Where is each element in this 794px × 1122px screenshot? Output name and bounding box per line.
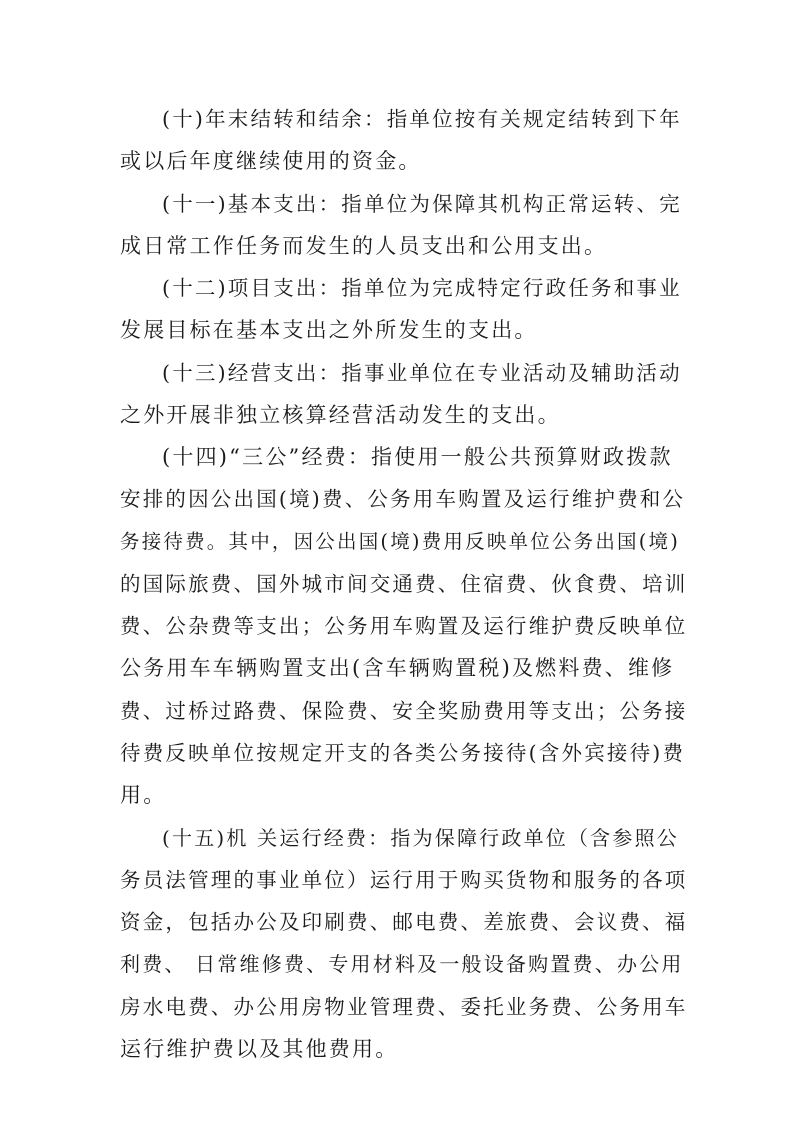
para-15-line-2: 务员法管理的事业单位）运行用于购买货物和服务的各项 xyxy=(120,868,688,892)
para-13-line-1: (十三)经营支出：指事业单位在专业活动及辅助活动 xyxy=(162,361,682,385)
para-14-line-8: 待费反映单位按规定开支的各类公务接待(含外宾接待)费 xyxy=(120,741,686,765)
para-14-line-5: 费、公杂费等支出；公务用车购置及运行维护费反映单位 xyxy=(120,614,688,638)
para-14-line-2: 安排的因公出国(境)费、公务用车购置及运行维护费和公 xyxy=(120,487,686,511)
para-11-line-1: (十一)基本支出：指单位为保障其机构正常运转、完 xyxy=(162,192,682,216)
para-15-line-1: (十五)机 关运行经费：指为保障行政单位（含参照公 xyxy=(162,826,679,850)
para-14-line-1: (十四)“三公”经费：指使用一般公共预算财政拨款 xyxy=(162,445,673,469)
para-10-line-1: (十)年末结转和结余：指单位按有关规定结转到下年 xyxy=(162,107,682,131)
para-14-line-6: 公务用车车辆购置支出(含车辆购置税)及燃料费、维修 xyxy=(120,656,675,680)
para-10-line-2: 或以后年度继续使用的资金。 xyxy=(120,149,422,173)
para-12-line-1: (十二)项目支出：指单位为完成特定行政任务和事业 xyxy=(162,276,682,300)
para-12-line-2: 发展目标在基本支出之外所发生的支出。 xyxy=(120,318,538,342)
para-13-line-2: 之外开展非独立核算经营活动发生的支出。 xyxy=(120,403,561,427)
para-11-line-2: 成日常工作任务而发生的人员支出和公用支出。 xyxy=(120,234,608,258)
para-15-line-4: 利费、 日常维修费、专用材料及一般设备购置费、办公用 xyxy=(120,952,684,976)
para-14-line-9: 用。 xyxy=(120,783,167,807)
para-15-line-6: 运行维护费以及其他费用。 xyxy=(120,1037,399,1061)
para-14-line-7: 费、过桥过路费、保险费、安全奖励费用等支出；公务接 xyxy=(120,699,688,723)
para-15-line-3: 资金，包括办公及印刷费、邮电费、差旅费、会议费、福 xyxy=(120,910,688,934)
para-14-line-3: 务接待费。其中，因公出国(境)费用反映单位公务出国(境) xyxy=(120,530,681,553)
para-15-line-5: 房水电费、办公用房物业管理费、委托业务费、公务用车 xyxy=(120,995,688,1019)
para-14-line-4: 的国际旅费、国外城市间交通费、住宿费、伙食费、培训 xyxy=(120,572,688,596)
